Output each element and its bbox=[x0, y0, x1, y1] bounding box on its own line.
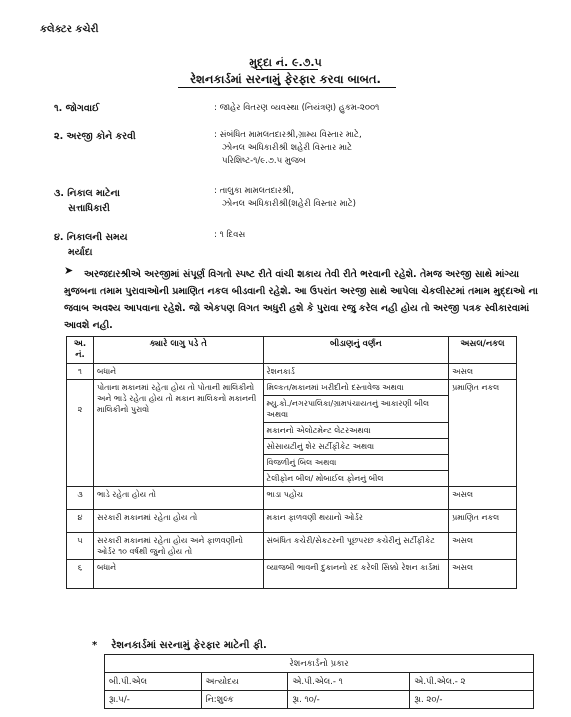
field-apply-to-value bbox=[214, 129, 362, 168]
col-header-when: ક્યારે લાગુ પડે તે bbox=[93, 337, 263, 364]
asterisk-bullet: * bbox=[92, 640, 98, 651]
table-row bbox=[67, 510, 517, 533]
instruction-note bbox=[64, 266, 542, 334]
fee-amount-cell: નિ:શુલ્ક bbox=[201, 691, 288, 709]
row-item: ટેલીફોન બીલ/ મોબાઈલ ફોનનું બીલ bbox=[266, 474, 384, 483]
row-item: સંબંધિત કચેરી/સેકટરની પૂછપરછ કચેરીનું સર્ટીફીકેટ bbox=[263, 533, 449, 560]
table-row bbox=[67, 380, 517, 487]
row-type: અસલ bbox=[449, 487, 517, 510]
row-number: ૫ bbox=[67, 533, 94, 560]
row-item: મ્યુ.કો./નગરપાલિકા/ગ્રામપંચાયતનું આકારણી બીલ અથવા bbox=[264, 396, 449, 423]
row-type: પ્રમાણિત નકલ bbox=[449, 510, 517, 533]
fee-heading bbox=[92, 640, 267, 651]
row-items bbox=[263, 380, 449, 487]
row-item: સોસાયટીનું શેર સર્ટીફીકેટ અથવા bbox=[264, 439, 449, 455]
section-number-title: મુદ્દા નં. ૯.૭.૫ bbox=[249, 56, 322, 69]
row-item: ભાડા પહોંચ bbox=[263, 487, 449, 510]
row-when: ભાડે રહેતા હોય તો bbox=[93, 487, 263, 510]
row-when: સરકારી મકાનમાં રહેતા હોય તો bbox=[93, 510, 263, 533]
fee-type-cell: એ.પી.એલ.- ૨ bbox=[410, 673, 534, 691]
field-apply-to-label: ૨. અરજી કોને કરવી bbox=[54, 131, 136, 142]
fee-amount-row bbox=[105, 691, 534, 709]
instruction-note-text: અરજદારશ્રીએ અરજીમાં સંપૂર્ણ વિગતો સ્પષ્ટ રીતે વાંચી શકાય તેવી રીતે ભરવાની રહેશે. તેમજ અરજી સાથે માંગ્યા મુજબના તમામ પુરાવાઓની પ્રમાણિત નકલ બીડવાની રહેશે. આ ઉપરાંત અરજી સાથે આપેલા ચેકલીસ્ટમાં તમામ મુદ્દાઓ ના જવાબ અવશ્ય આપવાના રહેશે. જો એકપણ વિગત અધુરી હશે કે પુરાવા રજુ કરેલ નહી હોય તો અરજી પત્રક સ્વીકારવામાં આવશે નહી. bbox=[64, 269, 538, 331]
row-item: મકાન ફાળવણી થયાનો ઓર્ડર bbox=[263, 510, 449, 533]
field-provision-value: : જાહેર વિતરણ વ્યવસ્થા (નિયંત્રણ) હુકમ-૨૦૦૧ bbox=[214, 103, 380, 113]
field-time-limit-value: : ૧ દિવસ bbox=[214, 230, 246, 240]
row-number: ૧ bbox=[67, 364, 94, 380]
fee-amount-cell: રૂા. ૧૦/- bbox=[288, 691, 410, 709]
documents-table bbox=[66, 336, 517, 589]
field-authority-label-line: સત્તાધિકારી bbox=[68, 203, 110, 214]
row-number: ૨ bbox=[67, 380, 94, 487]
field-authority-value bbox=[214, 185, 356, 211]
field-provision-label: ૧. જોગવાઈ bbox=[54, 103, 100, 114]
col-header-description: બીડાણનું વર્ણન bbox=[263, 337, 449, 364]
fee-amount-cell: રૂા. ૨૦/- bbox=[410, 691, 534, 709]
fee-heading-text: રેશનકાર્ડમાં સરનામું ફેરફાર માટેની ફી. bbox=[111, 640, 267, 651]
page-title: રેશનકાર્ડમાં સરનામું ફેરફાર કરવા બાબત. bbox=[190, 72, 381, 86]
field-time-limit-label-line: ૪. નિકાલની સમય bbox=[54, 232, 128, 243]
fee-type-cell: બી.પી.એલ bbox=[105, 673, 202, 691]
field-authority-label-line: ૩. નિકાલ માટેના bbox=[54, 188, 120, 199]
field-apply-to-line: : સંબંધિત મામલતદારશ્રી,ગ્રામ્ય વિસ્તાર માટે, bbox=[214, 130, 362, 140]
fee-type-header-row bbox=[105, 655, 534, 673]
office-header: કલેક્ટર કચેરી bbox=[40, 24, 99, 35]
fee-type-cell: એ.પી.એલ.- ૧ bbox=[288, 673, 410, 691]
field-apply-to-line: પરિશિષ્ટ-૧/૯.૭.૫ મુજબ bbox=[222, 156, 306, 166]
title2-underline bbox=[178, 87, 396, 88]
field-time-limit-label bbox=[54, 230, 128, 260]
row-when: પોતાના મકાનમાં રહેતા હોય તો પોતાની માલિકીનો અને ભાડે રહેતા હોય તો મકાન માલિકનો મકાનની માલિકીનો પુરાવો bbox=[93, 380, 263, 487]
row-number: ૩ bbox=[67, 487, 94, 510]
fee-type-cell: અત્યોદય bbox=[201, 673, 288, 691]
row-type: અસલ bbox=[449, 560, 517, 589]
table-row bbox=[67, 364, 517, 380]
col-header-no: અ. નં. bbox=[67, 337, 94, 364]
fee-type-row bbox=[105, 673, 534, 691]
row-number: ૪ bbox=[67, 510, 94, 533]
fee-table bbox=[104, 654, 534, 709]
table-header-row bbox=[67, 337, 517, 364]
table-row bbox=[67, 487, 517, 510]
row-when: બધાને bbox=[93, 560, 263, 589]
row-item: મકાનનો એલોટમેન્ટ લેટરઅથવા bbox=[264, 423, 449, 439]
row-type: અસલ bbox=[449, 533, 517, 560]
table-row bbox=[67, 533, 517, 560]
arrow-bullet-icon: ➤ bbox=[64, 264, 74, 277]
fee-type-header: રેશનકાર્ડનો પ્રકાર bbox=[105, 655, 534, 673]
row-item: વ્યાજબી ભાવની દુકાનનો રદ કરેલી સિક્કો રેશન કાર્ડમાં bbox=[263, 560, 449, 589]
row-type: અસલ bbox=[449, 364, 517, 380]
row-item: રેશનકાર્ડ bbox=[263, 364, 449, 380]
field-authority-label bbox=[54, 186, 120, 216]
fee-amount-cell: રૂા.૫/- bbox=[105, 691, 202, 709]
row-type: પ્રમાણિત નકલ bbox=[449, 380, 517, 487]
col-header-type: અસલ/નકલ bbox=[449, 337, 517, 364]
field-time-limit-label-line: મર્યાદા bbox=[68, 247, 93, 258]
row-number: ૬ bbox=[67, 560, 94, 589]
row-when: સરકારી મકાનમાં રહેતા હોય અને ફાળવણીનો ઓર્ડર ૧૦ વર્ષથી જુનો હોય તો bbox=[93, 533, 263, 560]
table-row bbox=[67, 560, 517, 589]
row-item: વિજળીનું બિલ અથવા bbox=[264, 455, 449, 471]
row-when: બધાને bbox=[93, 364, 263, 380]
field-authority-line: ઝોનલ અધિકારીશ્રી(શહેરી વિસ્તાર માટે) bbox=[222, 199, 356, 209]
row-item: મિલ્કત/મકાનમાં ખરીદીનો દસ્તાવેજ અથવા bbox=[264, 380, 449, 396]
title1-underline bbox=[256, 69, 318, 70]
field-authority-line: : તાલુકા મામલતદારશ્રી, bbox=[214, 186, 294, 196]
field-apply-to-line: ઝોનલ અધિકારીશ્રી શહેરી વિસ્તાર માટે bbox=[222, 143, 353, 153]
